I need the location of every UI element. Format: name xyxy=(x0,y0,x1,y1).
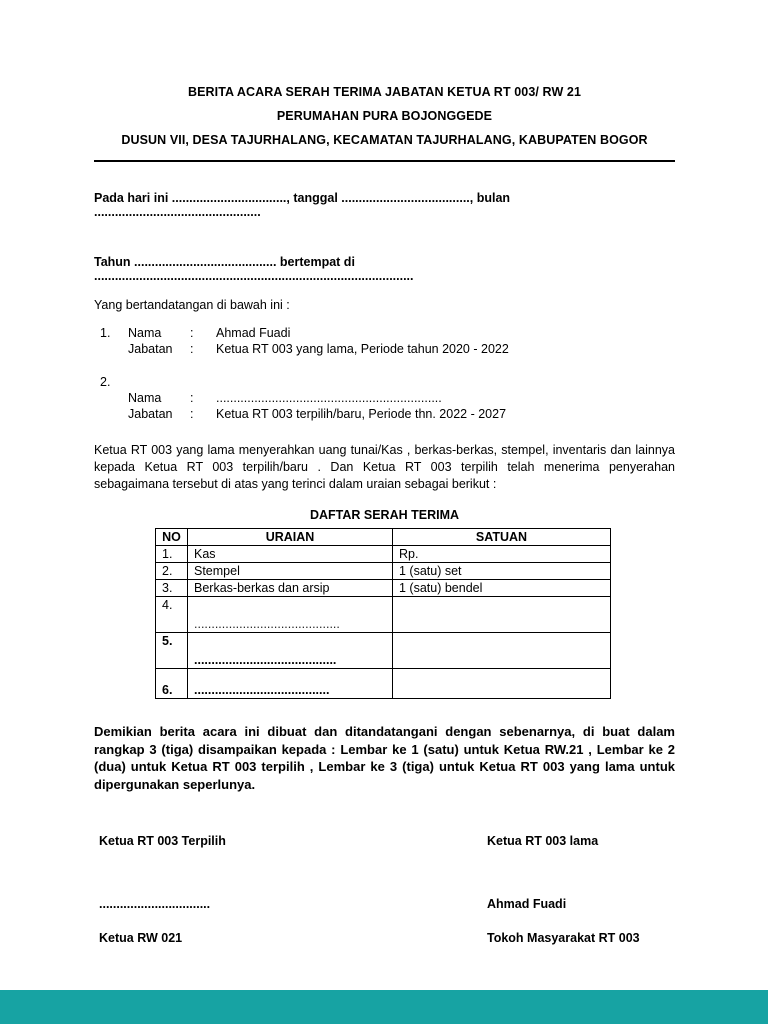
title-divider-rule xyxy=(94,160,675,162)
table-header-uraian: URAIAN xyxy=(188,529,393,546)
row-1-no: 1. xyxy=(156,546,188,563)
party-2-jabatan-label: Jabatan xyxy=(128,407,173,421)
colon: : xyxy=(190,342,194,356)
party-1-number: 1. xyxy=(100,326,111,340)
handover-table-title: DAFTAR SERAH TERIMA xyxy=(309,508,460,522)
title-line-2: PERUMAHAN PURA BOJONGGEDE xyxy=(276,109,493,123)
signature-left-column xyxy=(99,833,226,946)
document-title xyxy=(94,80,675,152)
row-1-uraian: Kas xyxy=(188,546,393,563)
intro-line-signatories: Yang bertandatangan di bawah ini : xyxy=(94,298,290,312)
colon: : xyxy=(190,391,194,405)
colon: : xyxy=(190,326,194,340)
title-line-1: BERITA ACARA SERAH TERIMA JABATAN KETUA RT 003/ RW 21 xyxy=(187,85,582,99)
handover-table xyxy=(155,528,611,699)
row-6-uraian: ....................................... xyxy=(188,669,393,699)
party-item-2 xyxy=(94,374,675,422)
row-2-no: 2. xyxy=(156,563,188,580)
row-1-satuan: Rp. xyxy=(393,546,611,563)
party-2-number: 2. xyxy=(100,375,111,389)
table-row xyxy=(156,669,611,699)
closing-paragraph: Demikian berita acara ini dibuat dan ditandatangani dengan sebenarnya, di buat dalam rangkap 3 (tiga) disampaikan kepada : Lembar ke 1 (satu) untuk Ketua RW.21 , Lembar ke 2 (dua) untuk Ketua RT 003 terpilih , Lembar ke 3 (tiga) untuk Ketua RT 003 yang lama untuk dipergunakan seperlunya. xyxy=(94,724,675,792)
parties-list xyxy=(94,325,675,422)
party-1-jabatan-label: Jabatan xyxy=(128,342,173,356)
row-6-no: 6. xyxy=(156,669,188,699)
party-2-nama-label: Nama xyxy=(128,391,162,405)
row-5-no: 5. xyxy=(156,633,188,669)
row-2-satuan: 1 (satu) set xyxy=(393,563,611,580)
title-line-3: DUSUN VII, DESA TAJURHALANG, KECAMATAN TAJURHALANG, KABUPATEN BOGOR xyxy=(121,133,648,147)
party-2-nama-value: ................................................................. xyxy=(216,391,442,405)
party-1-nama-label: Nama xyxy=(128,326,162,340)
row-3-uraian: Berkas-berkas dan arsip xyxy=(188,580,393,597)
signature-left-role: Ketua RW 021 xyxy=(99,931,183,945)
signature-right-column xyxy=(487,833,640,946)
party-item-1 xyxy=(94,325,675,357)
handover-paragraph: Ketua RT 003 yang lama menyerahkan uang tunai/Kas , berkas-berkas, stempel, inventaris dan lainnya kepada Ketua RT 003 terpilih/baru . Dan Ketua RT 003 terpilih telah menerima penyerahan sebagaimana tersebut di atas yang terinci dalam uraian sebagai berikut : xyxy=(94,443,675,491)
row-6-satuan xyxy=(393,669,611,699)
table-header-no: NO xyxy=(156,529,188,546)
row-3-no: 3. xyxy=(156,580,188,597)
intro-line-day: Pada hari ini ................................., tanggal ....................................., bulan ................................................ xyxy=(94,191,511,219)
party-2-jabatan-value: Ketua RT 003 terpilih/baru, Periode thn. 2022 - 2027 xyxy=(216,407,507,421)
row-3-satuan: 1 (satu) bendel xyxy=(393,580,611,597)
row-2-uraian: Stempel xyxy=(188,563,393,580)
row-5-satuan xyxy=(393,633,611,669)
table-header-row xyxy=(156,529,611,546)
signature-section xyxy=(94,833,675,963)
party-1-jabatan-value: Ketua RT 003 yang lama, Periode tahun 2020 - 2022 xyxy=(216,342,509,356)
signature-left-name-line: ................................ xyxy=(99,897,211,911)
table-row xyxy=(156,633,611,669)
intro-line-year-place: Tahun ......................................... bertempat di ............................................................................................ xyxy=(94,255,414,283)
table-row xyxy=(156,546,611,563)
signature-left-title: Ketua RT 003 Terpilih xyxy=(99,834,226,848)
signature-right-role: Tokoh Masyarakat RT 003 xyxy=(487,931,640,945)
table-row xyxy=(156,597,611,633)
footer-teal-bar xyxy=(0,990,768,1024)
row-4-no: 4. xyxy=(156,597,188,633)
table-row xyxy=(156,563,611,580)
party-1-nama-value: Ahmad Fuadi xyxy=(216,326,291,340)
table-header-satuan: SATUAN xyxy=(393,529,611,546)
row-4-uraian: .......................................... xyxy=(188,597,393,633)
row-4-satuan xyxy=(393,597,611,633)
table-row xyxy=(156,580,611,597)
signature-right-name: Ahmad Fuadi xyxy=(487,897,567,911)
row-5-uraian: ......................................... xyxy=(188,633,393,669)
colon: : xyxy=(190,407,194,421)
signature-right-title: Ketua RT 003 lama xyxy=(487,834,599,848)
